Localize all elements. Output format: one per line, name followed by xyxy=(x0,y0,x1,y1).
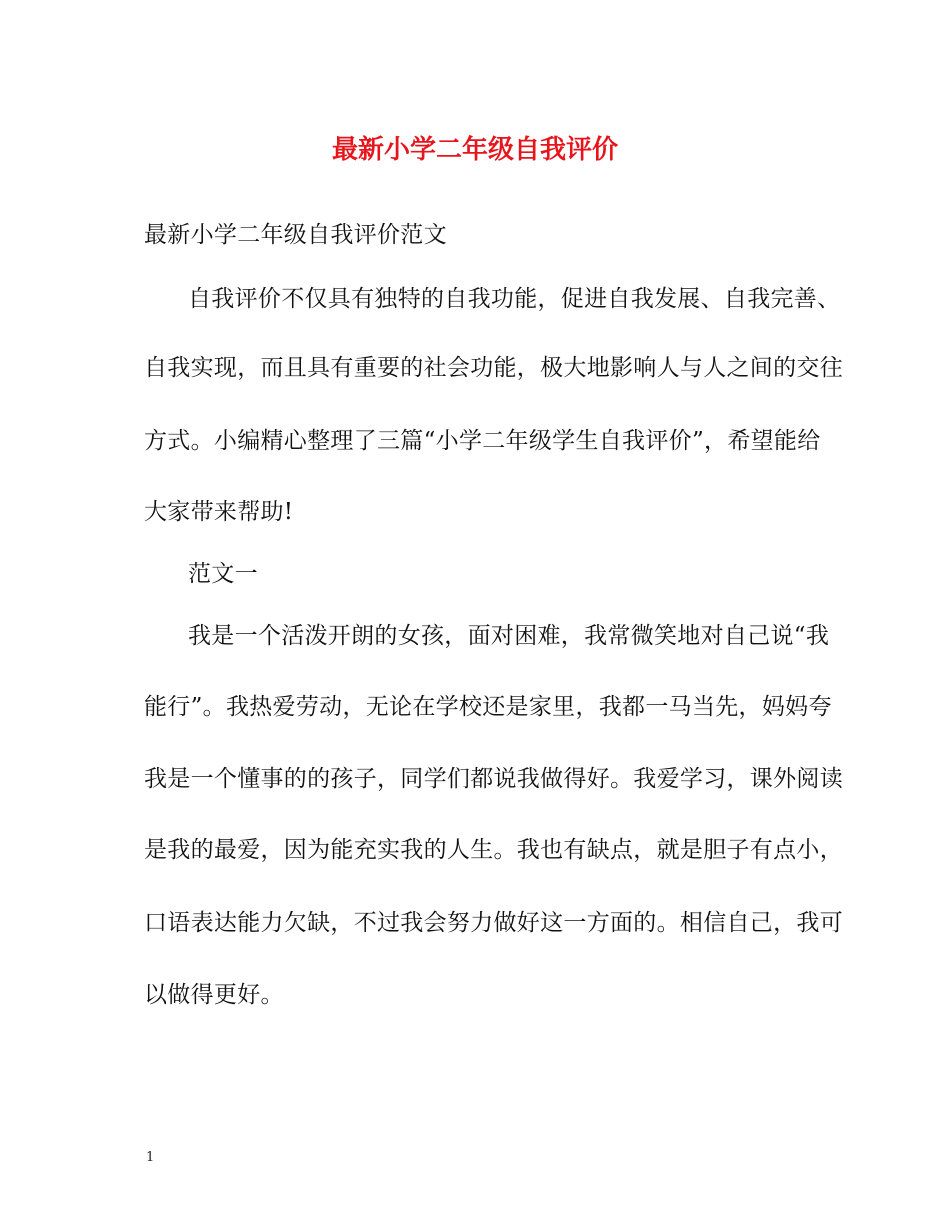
intro-line-3: 方式。小编精心整理了三篇“小学二年级学生自我评价”，希望能给 xyxy=(144,428,821,454)
essay-line-4: 是我的最爱，因为能充实我的人生。我也有缺点，就是胆子有点小， xyxy=(144,837,843,863)
essay-line-3: 我是一个懂事的的孩子，同学们都说我做得好。我爱学习，课外阅读 xyxy=(144,766,843,792)
page-number: 1 xyxy=(146,1150,155,1165)
intro-line-1: 自我评价不仅具有独特的自我功能，促进自我发展、自我完善、 xyxy=(188,286,841,312)
essay-line-6: 以做得更好。 xyxy=(144,982,284,1008)
intro-line-2: 自我实现，而且具有重要的社会功能，极大地影响人与人之间的交往 xyxy=(144,355,843,381)
essay-line-5: 口语表达能力欠缺，不过我会努力做好这一方面的。相信自己，我可 xyxy=(144,910,843,936)
document-title: 最新小学二年级自我评价 xyxy=(331,135,618,165)
section-heading: 范文一 xyxy=(188,561,258,587)
document-subtitle: 最新小学二年级自我评价范文 xyxy=(144,222,447,248)
essay-line-2: 能行”。我热爱劳动，无论在学校还是家里，我都一马当先，妈妈夸 xyxy=(144,694,832,720)
intro-line-4: 大家带来帮助! xyxy=(144,499,294,525)
essay-line-1: 我是一个活泼开朗的女孩，面对困难，我常微笑地对自己说“我 xyxy=(188,623,830,649)
